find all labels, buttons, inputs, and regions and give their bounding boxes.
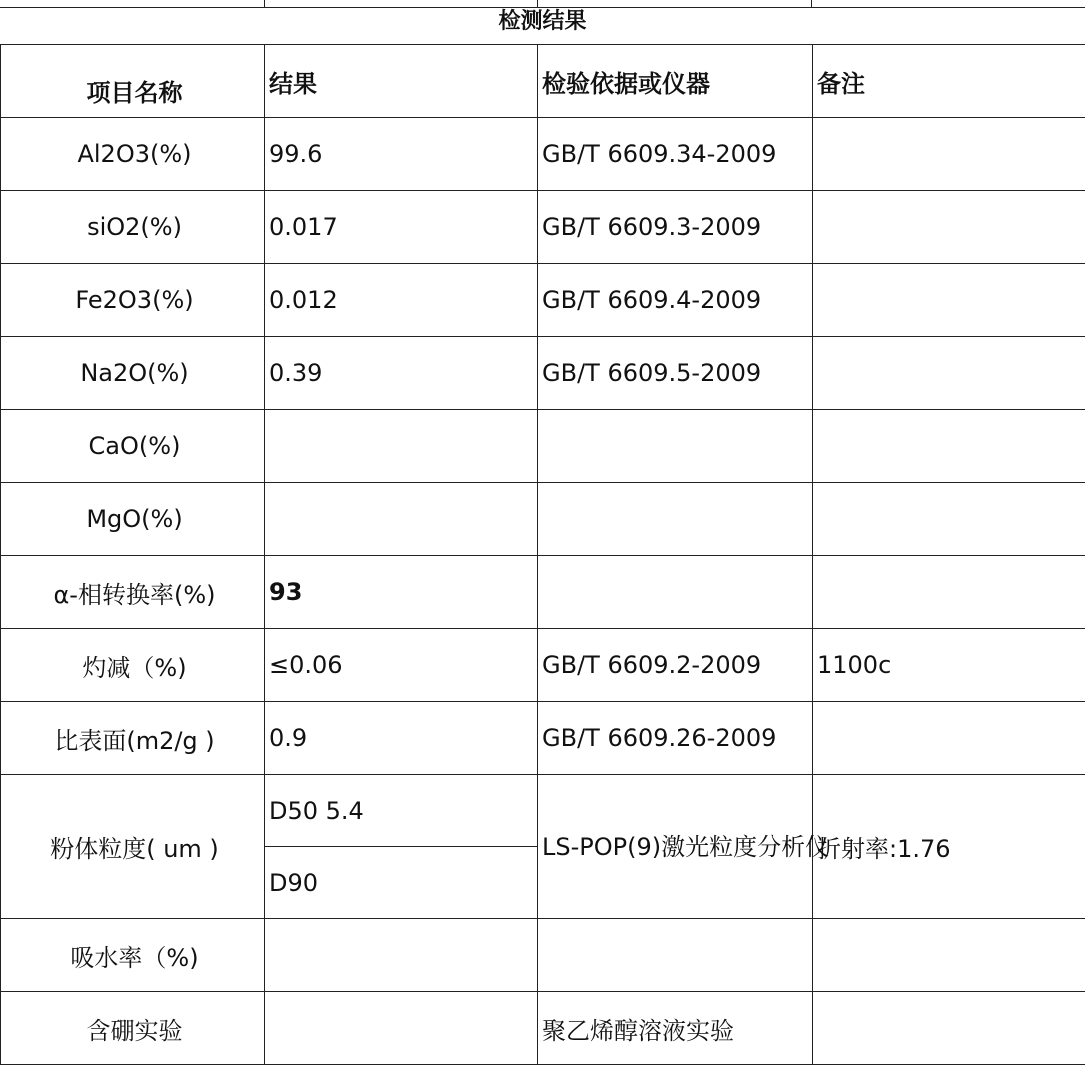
item-name: α-相转换率(%) [1, 556, 265, 629]
method-value: GB/T 6609.34-2009 [538, 118, 813, 191]
remark-value [813, 410, 1085, 483]
table-row [1, 992, 1085, 1065]
item-name: 比表面(m2/g ) [1, 702, 265, 775]
remark-value [813, 264, 1085, 337]
fragment-divider [811, 0, 812, 7]
table-row [1, 919, 1085, 992]
result-value: ≤0.06 [265, 629, 538, 702]
item-name: MgO(%) [1, 483, 265, 556]
header-result: 结果 [265, 45, 538, 118]
results-table [0, 44, 1085, 1065]
method-value [538, 410, 813, 483]
header-method: 检验依据或仪器 [538, 45, 813, 118]
remark-value [813, 919, 1085, 992]
result-value [265, 410, 538, 483]
method-value [538, 556, 813, 629]
item-name: Na2O(%) [1, 337, 265, 410]
method-value [538, 483, 813, 556]
result-value: 0.39 [265, 337, 538, 410]
header-row [1, 45, 1085, 118]
table-row [1, 629, 1085, 702]
method-value: GB/T 6609.4-2009 [538, 264, 813, 337]
result-value: 93 [265, 556, 538, 629]
method-value: 聚乙烯醇溶液实验 [538, 992, 813, 1065]
table-row [1, 556, 1085, 629]
method-value: GB/T 6609.26-2009 [538, 702, 813, 775]
item-name: CaO(%) [1, 410, 265, 483]
header-item: 项目名称 [1, 45, 265, 118]
result-value [265, 483, 538, 556]
table-row [1, 702, 1085, 775]
method-value: GB/T 6609.3-2009 [538, 191, 813, 264]
result-value: 0.9 [265, 702, 538, 775]
item-name: Fe2O3(%) [1, 264, 265, 337]
result-value [265, 919, 538, 992]
result-value: 0.017 [265, 191, 538, 264]
method-value [538, 919, 813, 992]
header-remark: 备注 [813, 45, 1085, 118]
item-name: 含硼实验 [1, 992, 265, 1065]
fragment-divider [537, 0, 538, 7]
remark-value [813, 556, 1085, 629]
item-name: siO2(%) [1, 191, 265, 264]
method-value: GB/T 6609.5-2009 [538, 337, 813, 410]
table-row [1, 191, 1085, 264]
result-value: 99.6 [265, 118, 538, 191]
remark-value [813, 702, 1085, 775]
remark-value: 1100c [813, 629, 1085, 702]
remark-value [813, 191, 1085, 264]
table-row [1, 337, 1085, 410]
remark-value [813, 337, 1085, 410]
method-value: LS-POP(9)激光粒度分析仪 [538, 775, 813, 919]
item-name: 粉体粒度( um ) [1, 775, 265, 919]
remark-value: 折射率:1.76 [813, 775, 1085, 919]
section-title: 检测结果 [498, 9, 587, 34]
particle-size-row [1, 775, 1085, 847]
previous-table-fragment [0, 0, 1085, 7]
method-value: GB/T 6609.2-2009 [538, 629, 813, 702]
table-row [1, 264, 1085, 337]
remark-value [813, 118, 1085, 191]
item-name: 灼减（%) [1, 629, 265, 702]
table-row [1, 410, 1085, 483]
table-row [1, 118, 1085, 191]
remark-value [813, 992, 1085, 1065]
table-row [1, 483, 1085, 556]
result-value [265, 992, 538, 1065]
fragment-divider [264, 0, 265, 7]
d50-value: D50 5.4 [265, 775, 538, 847]
item-name: Al2O3(%) [1, 118, 265, 191]
d90-value: D90 [265, 847, 538, 919]
item-name: 吸水率（%) [1, 919, 265, 992]
result-value: 0.012 [265, 264, 538, 337]
remark-value [813, 483, 1085, 556]
